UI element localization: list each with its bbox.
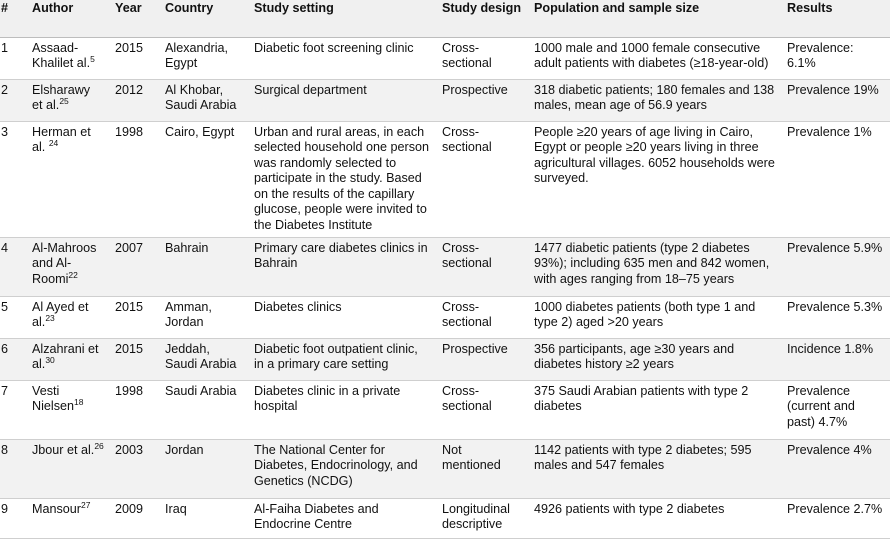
row-number: 6	[0, 338, 27, 380]
design-cell: Cross-sectional	[437, 37, 529, 79]
author-name: Elsharawy et al.	[32, 82, 91, 112]
header-year: Year	[110, 0, 160, 37]
reference-number: 24	[48, 138, 59, 148]
author-cell	[27, 439, 110, 498]
country-cell: Saudi Arabia	[160, 380, 249, 439]
reference-number: 25	[59, 96, 69, 106]
design-cell: Cross-sectional	[437, 296, 529, 338]
author-name: Mansour	[32, 501, 81, 516]
population-cell: 4926 patients with type 2 diabetes	[529, 498, 782, 538]
country-cell: Jeddah, Saudi Arabia	[160, 338, 249, 380]
author-cell	[27, 121, 110, 237]
header-results: Results	[782, 0, 890, 37]
setting-cell: Urban and rural areas, in each selected household one person was randomly selected to participate in the study. Based on the results of the capillary glucose, people were invited to the Diabetes Institute	[249, 121, 437, 237]
design-cell: Not mentioned	[437, 439, 529, 498]
table-row	[0, 121, 890, 237]
country-cell: Alexandria, Egypt	[160, 37, 249, 79]
reference-number: 23	[45, 313, 55, 323]
population-cell: 375 Saudi Arabian patients with type 2 diabetes	[529, 380, 782, 439]
population-cell: 356 participants, age ≥30 years and diabetes history ≥2 years	[529, 338, 782, 380]
design-cell: Prospective	[437, 338, 529, 380]
results-cell: Incidence 1.8%	[782, 338, 890, 380]
row-number: 5	[0, 296, 27, 338]
results-cell: Prevalence 5.9%	[782, 237, 890, 296]
year-cell: 2015	[110, 296, 160, 338]
year-cell: 1998	[110, 380, 160, 439]
author-name: Vesti Nielsen	[32, 383, 74, 413]
row-number: 3	[0, 121, 27, 237]
design-cell: Cross-sectional	[437, 121, 529, 237]
year-cell: 1998	[110, 121, 160, 237]
setting-cell: Primary care diabetes clinics in Bahrain	[249, 237, 437, 296]
table-row	[0, 296, 890, 338]
country-cell: Jordan	[160, 439, 249, 498]
reference-number: 18	[74, 397, 84, 407]
table-row	[0, 79, 890, 121]
country-cell: Amman, Jordan	[160, 296, 249, 338]
table-row	[0, 338, 890, 380]
author-cell	[27, 296, 110, 338]
header-country: Country	[160, 0, 249, 37]
country-cell: Bahrain	[160, 237, 249, 296]
author-cell	[27, 237, 110, 296]
results-cell: Prevalence: 6.1%	[782, 37, 890, 79]
author-name: Al-Mahroos and Al-Roomi	[32, 240, 97, 286]
design-cell: Cross-sectional	[437, 237, 529, 296]
design-cell: Cross-sectional	[437, 380, 529, 439]
table-row	[0, 439, 890, 498]
population-cell: 1142 patients with type 2 diabetes; 595 males and 547 females	[529, 439, 782, 498]
results-cell: Prevalence (current and past) 4.7%	[782, 380, 890, 439]
reference-number: 30	[45, 355, 55, 365]
table-row	[0, 37, 890, 79]
header-row	[0, 0, 890, 37]
setting-cell: The National Center for Diabetes, Endocrinology, and Genetics (NCDG)	[249, 439, 437, 498]
row-number: 1	[0, 37, 27, 79]
population-cell: 1477 diabetic patients (type 2 diabetes 93%); including 635 men and 842 women, with ages ranging from 18–75 years	[529, 237, 782, 296]
setting-cell: Diabetes clinic in a private hospital	[249, 380, 437, 439]
design-cell: Prospective	[437, 79, 529, 121]
setting-cell: Surgical department	[249, 79, 437, 121]
year-cell: 2015	[110, 338, 160, 380]
reference-number: 5	[90, 54, 95, 64]
author-name: Herman et al.	[32, 124, 91, 154]
author-cell	[27, 498, 110, 538]
author-cell	[27, 338, 110, 380]
setting-cell: Diabetes clinics	[249, 296, 437, 338]
table-row	[0, 237, 890, 296]
row-number: 4	[0, 237, 27, 296]
author-cell	[27, 37, 110, 79]
country-cell: Al Khobar, Saudi Arabia	[160, 79, 249, 121]
row-number: 9	[0, 498, 27, 538]
reference-number: 22	[68, 269, 78, 280]
year-cell: 2012	[110, 79, 160, 121]
results-cell: Prevalence 1%	[782, 121, 890, 237]
author-cell	[27, 79, 110, 121]
population-cell: 318 diabetic patients; 180 females and 138 males, mean age of 56.9 years	[529, 79, 782, 121]
header-study-design: Study design	[437, 0, 529, 37]
population-cell: 1000 male and 1000 female consecutive adult patients with diabetes (≥18-year-old)	[529, 37, 782, 79]
results-cell: Prevalence 4%	[782, 439, 890, 498]
row-number: 8	[0, 439, 27, 498]
results-cell: Prevalence 19%	[782, 79, 890, 121]
year-cell: 2015	[110, 37, 160, 79]
table-row	[0, 498, 890, 538]
table-body	[0, 37, 890, 538]
header-author: Author	[27, 0, 110, 37]
author-cell	[27, 380, 110, 439]
setting-cell: Diabetic foot outpatient clinic, in a primary care setting	[249, 338, 437, 380]
year-cell: 2007	[110, 237, 160, 296]
table-row	[0, 380, 890, 439]
population-cell: People ≥20 years of age living in Cairo, Egypt or people ≥20 years living in three agricultural villages. 6052 households were surveyed.	[529, 121, 782, 237]
population-cell: 1000 diabetes patients (both type 1 and type 2) aged >20 years	[529, 296, 782, 338]
reference-number: 27	[81, 499, 91, 510]
setting-cell: Al-Faiha Diabetes and Endocrine Centre	[249, 498, 437, 538]
row-number: 2	[0, 79, 27, 121]
author-name: Jbour et al.	[32, 442, 95, 457]
header-study-setting: Study setting	[249, 0, 437, 37]
year-cell: 2003	[110, 439, 160, 498]
results-cell: Prevalence 2.7%	[782, 498, 890, 538]
setting-cell: Diabetic foot screening clinic	[249, 37, 437, 79]
reference-number: 26	[94, 440, 104, 451]
country-cell: Iraq	[160, 498, 249, 538]
author-name: Assaad-Khalilet al.	[32, 40, 91, 70]
country-cell: Cairo, Egypt	[160, 121, 249, 237]
year-cell: 2009	[110, 498, 160, 538]
results-cell: Prevalence 5.3%	[782, 296, 890, 338]
author-name: Al Ayed et al.	[32, 299, 89, 329]
design-cell: Longitudinal descriptive	[437, 498, 529, 538]
header-population: Population and sample size	[529, 0, 782, 37]
row-number: 7	[0, 380, 27, 439]
author-name: Alzahrani et al.	[32, 341, 99, 371]
header-number: #	[0, 0, 27, 37]
